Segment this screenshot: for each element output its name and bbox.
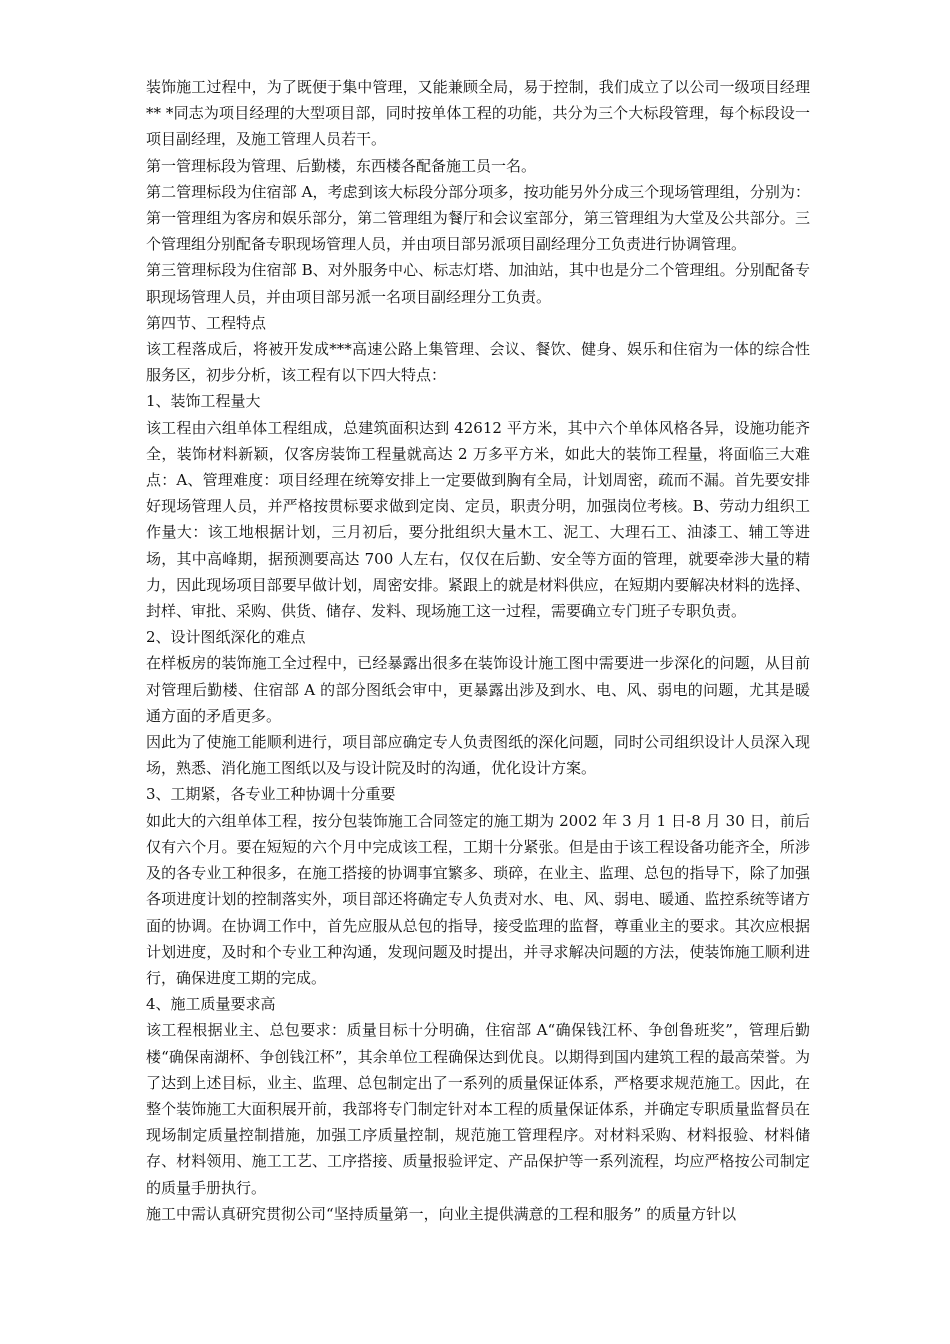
heading-feature-4: 4、施工质量要求高	[146, 995, 276, 1014]
heading-feature-2: 2、设计图纸深化的难点	[146, 628, 306, 647]
paragraph-feature-2a: 在样板房的装饰施工全过程中，已经暴露出很多在装饰设计施工图中需要进一步深化的问题，从目前对管理后勤楼、住宿部 A 的部分图纸会审中，更暴露出涉及到水、电、风、弱电的问题，尤其是暖通方面的矛盾更多。	[146, 654, 810, 725]
heading-feature-1: 1、装饰工程量大	[146, 392, 261, 411]
paragraph-section-two: 第二管理标段为住宿部 A，考虑到该大标段分部分项多，按功能另外分成三个现场管理组，分别为：第一管理组为客房和娱乐部分，第二管理组为餐厅和会议室部分，第三管理组为大堂及公共部分。三个管理组分别配备专职现场管理人员，并由项目部另派项目副经理分工负责进行协调管理。	[146, 182, 810, 254]
paragraph-section-three: 第三管理标段为住宿部 B、对外服务中心、标志灯塔、加油站，其中也是分二个管理组。分别配备专职现场管理人员，并由项目部另派一名项目副经理分工负责。	[146, 261, 810, 306]
paragraph-quality-policy: 施工中需认真研究贯彻公司“坚持质量第一，向业主提供满意的工程和服务” 的质量方针以	[146, 1204, 737, 1223]
heading-chapter-four: 第四节、工程特点	[146, 313, 267, 332]
paragraph-feature-4: 该工程根据业主、总包要求：质量目标十分明确，住宿部 A“确保钱江杯、争创鲁班奖”，管理后勤楼“确保南湖杯、争创钱江杯”，其余单位工程确保达到优良。以期得到国内建筑工程的最高荣誉。为了达到上述目标，业主、监理、总包制定出了一系列的质量保证体系，严格要求规范施工。因此，在整个装饰施工大面积展开前，我部将专门制定针对本工程的质量保证体系，并确定专职质量监督员在现场制定质量控制措施，加强工序质量控制，规范施工管理程序。对材料采购、材料报验、材料储存、材料领用、施工工艺、工序搭接、质量报验评定、产品保护等一系列流程，均应严格按公司制定的质量手册执行。	[146, 1021, 810, 1197]
heading-feature-3: 3、工期紧，各专业工种协调十分重要	[146, 785, 396, 804]
paragraph-organization: 装饰施工过程中，为了既便于集中管理，又能兼顾全局，易于控制，我们成立了以公司一级项目经理** *同志为项目经理的大型项目部，同时按单体工程的功能，共分为三个大标段管理，每个标段设一项目副经理，及施工管理人员若干。	[146, 78, 810, 149]
paragraph-section-one: 第一管理标段为管理、后勤楼，东西楼各配备施工员一名。	[146, 156, 537, 175]
document-page	[146, 74, 810, 1227]
paragraph-feature-3: 如此大的六组单体工程，按分包装饰施工合同签定的施工期为 2002 年 3 月 1 日-8 月 30 日，前后仅有六个月。要在短短的六个月中完成该工程，工期十分紧张。但是由于该工程设备功能齐全，所涉及的各专业工种很多，在施工搭接的协调事宜繁多、琐碎，在业主、监理、总包的指导下，除了加强各项进度计划的控制落实外，项目部还将确定专人负责对水、电、风、弱电、暖通、监控系统等诸方面的协调。在协调工作中，首先应服从总包的指导，接受监理的监督，尊重业主的要求。其次应根据计划进度，及时和个专业工种沟通，发现问题及时提出，并寻求解决问题的方法，使装饰施工顺利进行，确保进度工期的完成。	[146, 811, 810, 987]
paragraph-project-overview: 该工程落成后，将被开发成***高速公路上集管理、会议、餐饮、健身、娱乐和住宿为一体的综合性服务区，初步分析，该工程有以下四大特点：	[146, 340, 810, 385]
paragraph-feature-1: 该工程由六组单体工程组成，总建筑面积达到 42612 平方米，其中六个单体风格各异，设施功能齐全，装饰材料新颖，仅客房装饰工程量就高达 2 万多平方米，如此大的装饰工程量，将面临三大难点：A、管理难度：项目经理在统筹安排上一定要做到胸有全局，计划周密，疏而不漏。首先要安排好现场管理人员，并严格按贯标要求做到定岗、定员，职责分明，加强岗位考核。B、劳动力组织工作量大：该工地根据计划，三月初后，要分批组织大量木工、泥工、大理石工、油漆工、辅工等进场，其中高峰期，据预测要高达 700 人左右，仅仅在后勤、安全等方面的管理，就要牵涉大量的精力，因此现场项目部要早做计划，周密安排。紧跟上的就是材料供应，在短期内要解决材料的选择、封样、审批、采购、供货、储存、发料、现场施工这一过程，需要确立专门班子专职负责。	[146, 418, 810, 621]
paragraph-feature-2b: 因此为了使施工能顺利进行，项目部应确定专人负责图纸的深化问题，同时公司组织设计人员深入现场，熟悉、消化施工图纸以及与设计院及时的沟通，优化设计方案。	[146, 733, 810, 778]
